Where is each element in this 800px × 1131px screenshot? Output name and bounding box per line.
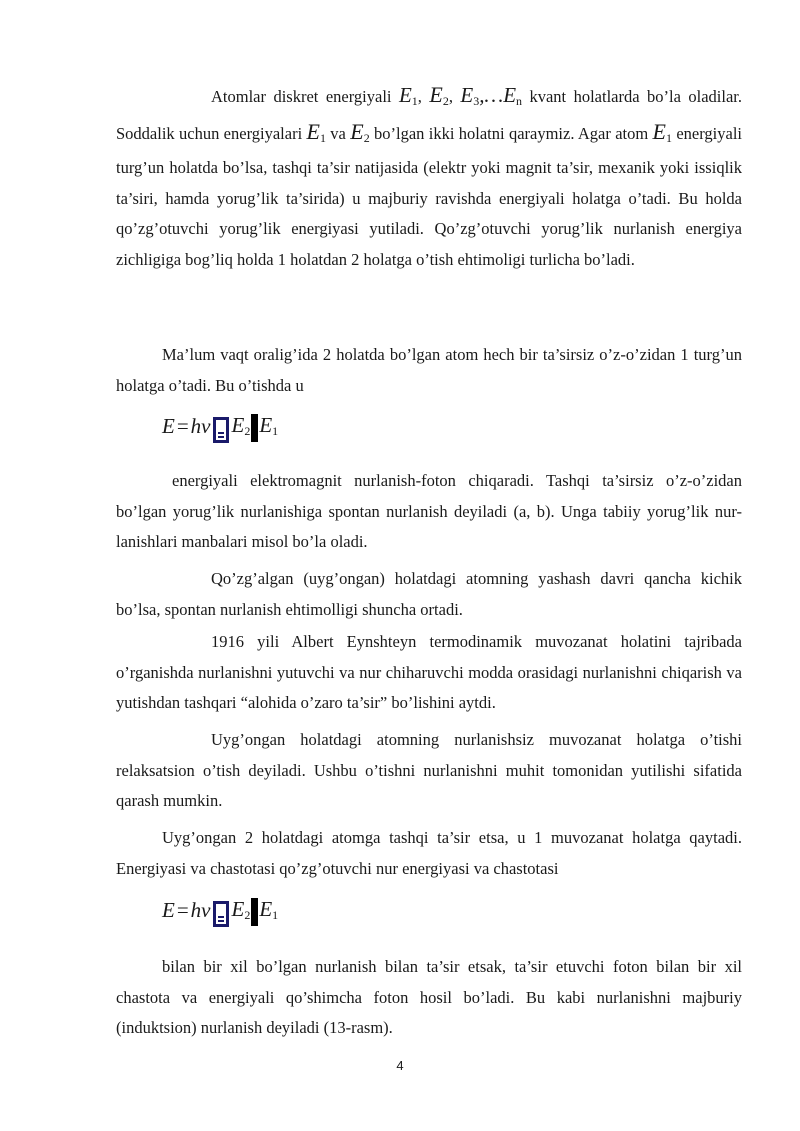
math-f1: $E_1$ [306, 118, 326, 145]
math-g1: $E_1$ [652, 118, 672, 145]
math-en: $E_n$ [503, 83, 523, 108]
math-e1: $E_1$ [259, 413, 279, 438]
paragraph-stimulated-intro: Uyg’ongan 2 holatdagi atomga tashqi ta’sir etsa, u 1 muvozanat holatga qaytadi. Energiyasi va chastotasi qo’zg’otuvchi nur energiyasi va chastotasi [116, 828, 742, 878]
math-hv: hv [190, 413, 211, 438]
paragraph-relaxation: Uyg’ongan holatdagi atomning nurlanishsiz muvozanat holatga o’tishi relaksatsion o’tish deyiladi. Ushbu o’tishni nurlanishni muhit tomonidan yutilishi sifatida qarash mumkin. [116, 730, 742, 810]
math-equals: = [176, 413, 189, 438]
text-run: kvant holatlarda bo’la oladilar. Soddalik uchun energiyalari [116, 87, 742, 143]
formula-photon-energy-2 [162, 893, 278, 927]
text-run: energiyali turg’un holatda bo’lsa, tashqi ta’sir natijasida (elektr yoki magnit ta’sir, mexanik yoki issiqlik ta’siri, hamda yorug’lik ta’sirida) u majburiy ravishda energiyali holatga o’tadi. Bu holda qo’zg’otuvchi yorug’lik energiyasi yutiladi. Qo’zg’otuvchi yorug’lik nurlanish energiya zichligiga bog’liq holda 1 holatdan 2 holatga o’tish ehtimoligi turlicha bo’ladi. [116, 123, 743, 269]
text-run: bo’lgan ikki holatni qaraymiz. Agar atom [369, 123, 653, 143]
paragraph-energy-states: Atomlar diskret energiyali $E_1$, $E_2$, $E_3,\dots E_n$ kvant holatlarda bo’la oladilar. Soddalik uchun energiyalari $E_1$ va $E_2$ bo’lgan ikki holatni qaraymiz. Agar atom $E_1$ energiyali turg’un holatda bo’lsa, tashqi ta’sir natijasida (elektr yoki magnit ta’sir, mexanik yoki issiqlik ta’siri, hamda yorug’lik ta’sirida) u majburiy ravishda energiyali holatga o’tadi. Bu holda qo’zg’otuvchi yorug’lik energiyasi yutiladi. Qo’zg’otuvchi yorug’lik nurlanish energiya zichligiga bog’liq holda 1 holatdan 2 holatga o’tish ehtimoligi turlicha bo’ladi. [116, 82, 743, 269]
math-f2: $E_2$ [350, 118, 370, 145]
page-number: 4 [396, 1058, 404, 1073]
paragraph-spontaneous-transition: Ma’lum vaqt oralig’ida 2 holatda bo’lgan atom hech bir ta’sirsiz o’z-o’zidan 1 turg’un holatga o’tadi. Bu o’tishda u [116, 345, 742, 395]
math-equals: = [176, 897, 189, 922]
math-e2: $E_2$ [231, 413, 251, 438]
text-run: Atomlar diskret energiyali [211, 87, 399, 106]
math-e2: $E_2$ [429, 82, 449, 108]
math-e: E [162, 413, 175, 438]
paragraph-lifetime: Qo’zg’algan (uyg’ongan) holatdagi atomning yashash davri qancha kichik bo’lsa, spontan nurlanish ehtimolligi shuncha ortadi. [116, 569, 742, 619]
math-hv: hv [190, 897, 211, 922]
paragraph-spontaneous-emission: energiyali elektromagnit nurlanish-foton chiqaradi. Tashqi ta’sirsiz o’z-o’zidan bo’lgan yorug’lik nurlanishiga spontan nurlanish deyiladi (a, b). Unga tabiiy yorug’lik nur-lanishlari manbalari misol bo’la oladi. [116, 471, 742, 551]
formula-photon-energy [162, 409, 278, 443]
math-e1: $E_1$ [398, 83, 418, 108]
equation-placeholder-icon [213, 417, 229, 443]
math-e1: $E_1$ [259, 897, 279, 922]
paragraph-einstein: 1916 yili Albert Eynshteyn termodinamik muvozanat holatini tajribada o’rganishda nurlanishni yutuvchi va nur chiharuvchi modda orasidagi nurlanishni chiqarish va yutishdan tashqari “alohida o’zaro ta’sir” bo’lishini aytdi. [116, 632, 742, 712]
math-dots: ,… [479, 83, 504, 107]
math-e2: $E_2$ [231, 897, 251, 922]
math-e3: $E_3$ [460, 83, 480, 108]
minus-placeholder-icon [251, 414, 258, 442]
paragraph-stimulated-emission: bilan bir xil bo’lgan nurlanish bilan ta’sir etsak, ta’sir etuvchi foton bilan bir xil chastota va energiyali qo’shimcha foton hosil bo’ladi. Bu kabi nurlanishni majburiy (induktsion) nurlanish deyiladi (13-rasm). [116, 957, 742, 1037]
math-e: E [162, 897, 175, 922]
minus-placeholder-icon [251, 898, 258, 926]
equation-placeholder-icon [213, 901, 229, 927]
